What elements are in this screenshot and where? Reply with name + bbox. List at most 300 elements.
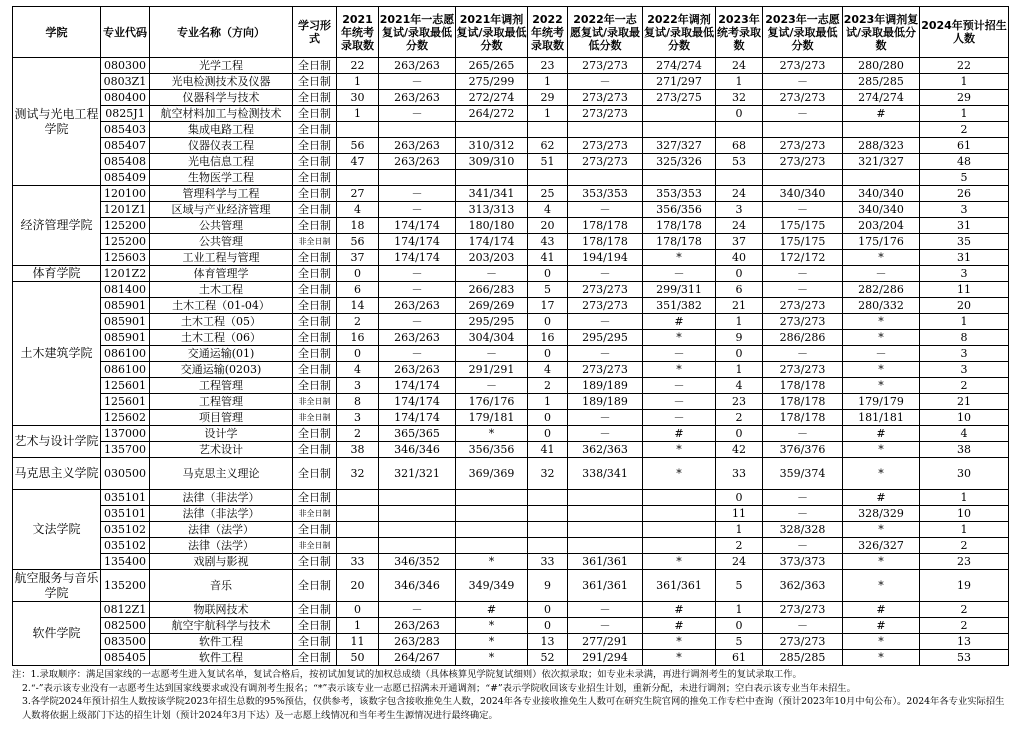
table-cell: 0 [337,346,379,362]
table-cell: 125602 [101,410,150,426]
table-cell: － [379,266,456,282]
table-cell [528,506,568,522]
column-header: 2024年预计招生人数 [920,7,1009,58]
table-cell: 25 [528,186,568,202]
table-cell: － [379,314,456,330]
table-cell [456,170,528,186]
table-cell: 工程管理 [150,394,293,410]
table-cell: 戏剧与影视 [150,554,293,570]
table-cell: 203/204 [843,218,920,234]
table-cell: # [843,106,920,122]
table-cell: * [643,554,716,570]
table-cell: 273/273 [568,298,643,314]
table-cell [379,122,456,138]
table-cell [843,122,920,138]
table-cell: 21 [716,298,763,314]
college-cell: 测试与光电工程学院 [13,58,101,186]
table-cell: 273/273 [763,58,843,74]
table-row [13,170,1009,186]
table-cell [643,106,716,122]
column-header: 2022年调剂复试/录取最低分数 [643,7,716,58]
table-row [13,538,1009,554]
table-cell: 工业工程与管理 [150,250,293,266]
table-cell: 0 [716,426,763,442]
table-cell: 62 [528,138,568,154]
table-cell: 175/176 [843,234,920,250]
table-cell [337,522,379,538]
table-cell: 0 [528,266,568,282]
table-cell: 263/283 [379,634,456,650]
table-cell: 20 [528,218,568,234]
table-cell: 2 [716,538,763,554]
table-cell: 30 [920,458,1009,490]
table-cell: 8 [920,330,1009,346]
table-cell: － [763,426,843,442]
table-cell: 32 [528,458,568,490]
table-cell: 291/291 [456,362,528,378]
table-cell: 313/313 [456,202,528,218]
table-cell: 2 [337,314,379,330]
table-cell: # [456,602,528,618]
table-cell: 全日制 [293,282,337,298]
table-cell: 373/373 [763,554,843,570]
table-header-row [13,7,1009,58]
table-cell: 33 [528,554,568,570]
table-cell [568,122,643,138]
table-cell [337,490,379,506]
table-cell: 174/174 [379,410,456,426]
table-cell: 法律（法学） [150,538,293,554]
table-cell: － [379,202,456,218]
table-cell: 光学工程 [150,58,293,74]
table-row [13,602,1009,618]
table-cell: # [643,618,716,634]
table-cell: 全日制 [293,378,337,394]
college-cell: 土木建筑学院 [13,282,101,426]
table-cell: 086100 [101,346,150,362]
table-cell: * [843,522,920,538]
table-cell: 土木工程（01-04） [150,298,293,314]
table-cell: 0 [337,266,379,282]
table-cell: 353/353 [568,186,643,202]
table-cell: 081400 [101,282,150,298]
table-cell: 全日制 [293,170,337,186]
table-cell: 359/374 [763,458,843,490]
table-cell: 软件工程 [150,634,293,650]
table-cell [528,538,568,554]
table-cell: 非全日制 [293,234,337,250]
table-cell: 区域与产业经济管理 [150,202,293,218]
table-cell: 仪器科学与技术 [150,90,293,106]
table-cell: 50 [337,650,379,666]
table-cell: － [763,346,843,362]
table-cell: * [643,650,716,666]
table-cell: * [456,426,528,442]
table-cell: 310/312 [456,138,528,154]
table-cell: 24 [716,58,763,74]
table-cell: 172/172 [763,250,843,266]
table-body [13,58,1009,666]
table-cell: 24 [716,186,763,202]
table-cell: 0803Z1 [101,74,150,90]
table-row [13,570,1009,602]
table-cell: 0 [716,490,763,506]
table-cell: 321/321 [379,458,456,490]
table-cell: 125200 [101,218,150,234]
table-cell: 181/181 [843,410,920,426]
table-cell: 全日制 [293,122,337,138]
table-cell: 0 [528,426,568,442]
table-cell: 6 [337,282,379,298]
table-cell: 音乐 [150,570,293,602]
table-cell: 32 [337,458,379,490]
table-cell: 085403 [101,122,150,138]
table-cell: － [763,106,843,122]
table-cell: 277/291 [568,634,643,650]
table-cell: 41 [528,250,568,266]
table-cell: 集成电路工程 [150,122,293,138]
table-cell: # [843,426,920,442]
table-cell: 51 [528,154,568,170]
table-cell: 346/352 [379,554,456,570]
table-cell: 37 [716,234,763,250]
table-cell: 2 [920,378,1009,394]
table-cell: 085405 [101,650,150,666]
table-cell: － [379,74,456,90]
footnote-2: 2.“-”表示该专业没有一志愿考生达到国家线要求或没有调剂考生报名；“*”表示该专业一志愿已招满未开通调剂；“#”表示学院收回该专业招生计划，重新分配，未进行调剂；空白表示该专业当年未招生。 [22,682,856,694]
table-cell: 27 [337,186,379,202]
table-cell: 1 [716,74,763,90]
table-cell [379,538,456,554]
table-cell: 1 [528,74,568,90]
table-cell: 全日制 [293,74,337,90]
college-cell: 文法学院 [13,490,101,570]
table-row [13,490,1009,506]
table-cell: 271/297 [643,74,716,90]
table-cell: * [843,314,920,330]
table-cell: 263/263 [379,330,456,346]
table-row [13,554,1009,570]
table-cell: 273/273 [568,282,643,298]
table-cell: 体育管理学 [150,266,293,282]
table-cell: 273/273 [568,362,643,378]
admission-table-container [12,6,1008,722]
table-cell: 23 [920,554,1009,570]
table-cell: 24 [716,554,763,570]
table-cell: * [643,330,716,346]
table-row [13,330,1009,346]
table-cell [568,538,643,554]
table-cell: － [643,266,716,282]
table-cell: 航空宇航科学与技术 [150,618,293,634]
table-cell: 土木工程（06） [150,330,293,346]
table-cell: 285/285 [843,74,920,90]
table-cell: － [568,74,643,90]
table-cell [716,122,763,138]
table-cell: 56 [337,234,379,250]
table-cell: － [568,346,643,362]
table-cell [643,506,716,522]
table-cell: 68 [716,138,763,154]
table-row [13,154,1009,170]
table-cell: 8 [337,394,379,410]
table-cell: 11 [337,634,379,650]
table-cell: 273/273 [568,106,643,122]
table-cell: 全日制 [293,298,337,314]
table-cell: 0 [528,346,568,362]
table-cell: 全日制 [293,250,337,266]
table-cell: 030500 [101,458,150,490]
table-cell: 295/295 [456,314,528,330]
table-cell: 321/327 [843,154,920,170]
table-cell: # [843,490,920,506]
table-cell [456,122,528,138]
table-cell [568,506,643,522]
table-cell: 21 [920,394,1009,410]
table-cell: 4 [337,202,379,218]
table-cell: 31 [920,250,1009,266]
table-cell: 179/181 [456,410,528,426]
table-cell: 264/267 [379,650,456,666]
table-cell [843,170,920,186]
table-cell: 全日制 [293,650,337,666]
table-cell: 1 [528,106,568,122]
table-cell: 法律（非法学） [150,506,293,522]
college-cell: 马克思主义学院 [13,458,101,490]
college-cell: 航空服务与音乐学院 [14,570,99,600]
table-cell: 11 [920,282,1009,298]
table-cell: － [643,410,716,426]
table-cell: 273/275 [643,90,716,106]
college-cell: 经济管理学院 [13,186,101,266]
table-row [13,138,1009,154]
column-header: 2022年一志愿复试/录取最低分数 [568,7,643,58]
table-cell: 24 [716,218,763,234]
table-cell: 物联网技术 [150,602,293,618]
table-cell [379,490,456,506]
table-cell: 5 [716,570,763,602]
table-cell: 1 [716,362,763,378]
table-cell: 263/263 [379,58,456,74]
table-cell [763,170,843,186]
table-cell: * [843,458,920,490]
table-cell: 4 [528,362,568,378]
table-cell: 273/273 [763,298,843,314]
table-cell: * [843,634,920,650]
table-cell: － [456,346,528,362]
table-cell: 43 [528,234,568,250]
table-cell: － [568,314,643,330]
table-cell: 5 [528,282,568,298]
table-cell: 291/294 [568,650,643,666]
table-cell: 2 [920,538,1009,554]
table-cell [568,170,643,186]
table-cell: 135200 [101,570,150,602]
table-cell: 274/274 [643,58,716,74]
table-cell: 085901 [101,314,150,330]
table-cell: 48 [920,154,1009,170]
table-cell [456,538,528,554]
table-cell: 53 [716,154,763,170]
table-cell: 仪器仪表工程 [150,138,293,154]
table-cell: 295/295 [568,330,643,346]
college-cell: 体育学院 [13,266,101,282]
table-cell: 全日制 [293,522,337,538]
table-cell [528,490,568,506]
table-cell: － [456,378,528,394]
table-cell: 263/263 [379,90,456,106]
table-cell: 3 [920,362,1009,378]
table-cell: 26 [920,186,1009,202]
table-cell: 设计学 [150,426,293,442]
table-cell: 080300 [101,58,150,74]
table-cell: 125603 [101,250,150,266]
table-cell: 280/280 [843,58,920,74]
table-cell [528,522,568,538]
table-row [13,394,1009,410]
table-cell: 263/263 [379,362,456,378]
table-cell: 30 [337,90,379,106]
table-cell: 3 [337,410,379,426]
table-cell: － [456,266,528,282]
table-cell: 275/299 [456,74,528,90]
column-header: 2021年调剂复试/录取最低分数 [456,7,528,58]
table-cell: － [843,346,920,362]
table-cell: 137000 [101,426,150,442]
column-header: 2021年统考录取数 [337,7,379,58]
table-cell: 273/273 [763,602,843,618]
table-cell: 工程管理 [150,378,293,394]
table-cell: 全日制 [293,602,337,618]
table-cell: 35 [920,234,1009,250]
table-cell: 2 [337,426,379,442]
table-cell: 178/178 [763,410,843,426]
table-cell: － [763,506,843,522]
table-cell: 189/189 [568,394,643,410]
table-cell: * [843,570,920,602]
table-cell: 361/361 [568,554,643,570]
table-cell: 174/174 [379,234,456,250]
table-cell: － [379,186,456,202]
table-cell: 1 [528,394,568,410]
table-cell: 41 [528,442,568,458]
table-cell: * [643,442,716,458]
table-cell [337,122,379,138]
table-cell: － [763,538,843,554]
table-cell: 265/265 [456,58,528,74]
table-row [13,362,1009,378]
table-cell: 19 [920,570,1009,602]
table-cell: 286/286 [763,330,843,346]
table-cell: 40 [716,250,763,266]
table-row [13,234,1009,250]
table-cell: 080400 [101,90,150,106]
table-row [13,202,1009,218]
table-cell: 3 [920,266,1009,282]
table-cell: 软件工程 [150,650,293,666]
table-cell: 1 [920,522,1009,538]
table-cell: 269/269 [456,298,528,314]
table-cell: 18 [337,218,379,234]
table-cell: 369/369 [456,458,528,490]
table-row [13,298,1009,314]
table-cell: － [568,426,643,442]
table-cell: 0 [528,410,568,426]
table-cell: 全日制 [293,346,337,362]
table-cell: － [643,378,716,394]
table-cell: 法律（非法学） [150,490,293,506]
table-cell: － [379,106,456,122]
table-cell [456,490,528,506]
table-cell: 3 [716,202,763,218]
table-cell: 273/273 [763,634,843,650]
table-row [13,458,1009,490]
table-cell: 20 [920,298,1009,314]
table-cell: 马克思主义理论 [150,458,293,490]
table-cell: － [379,602,456,618]
table-cell: 61 [920,138,1009,154]
table-row [13,186,1009,202]
table-cell: 362/363 [568,442,643,458]
table-cell: 32 [716,90,763,106]
table-cell: 174/174 [379,250,456,266]
column-header: 2022年统考录取数 [528,7,568,58]
table-cell: 1 [716,522,763,538]
table-cell: 13 [528,634,568,650]
table-cell: 1 [337,74,379,90]
table-cell [643,522,716,538]
table-row [13,634,1009,650]
table-cell: 公共管理 [150,218,293,234]
table-row [13,218,1009,234]
table-cell: 23 [716,394,763,410]
table-cell: 266/283 [456,282,528,298]
table-cell: 263/263 [379,154,456,170]
table-cell: # [843,602,920,618]
table-cell: － [379,282,456,298]
table-cell: 33 [337,554,379,570]
table-cell: 非全日制 [293,410,337,426]
table-cell: 29 [528,90,568,106]
table-cell: 23 [528,58,568,74]
table-cell: 361/361 [643,570,716,602]
table-cell: 085901 [101,330,150,346]
table-cell: 公共管理 [150,234,293,250]
table-cell: 52 [528,650,568,666]
table-cell: 全日制 [293,330,337,346]
table-cell: 项目管理 [150,410,293,426]
table-cell: 全日制 [293,90,337,106]
table-cell: 362/363 [763,570,843,602]
table-cell: * [843,362,920,378]
table-cell: * [643,362,716,378]
table-cell: 4 [716,378,763,394]
table-cell: 22 [337,58,379,74]
table-cell: 1 [716,602,763,618]
table-cell [643,122,716,138]
table-cell: 328/328 [763,522,843,538]
table-cell: 263/263 [379,298,456,314]
table-cell: 全日制 [293,186,337,202]
table-cell: * [456,618,528,634]
table-cell: * [843,650,920,666]
table-cell: 376/376 [763,442,843,458]
table-cell: 6 [716,282,763,298]
column-header: 专业代码 [101,7,150,58]
table-cell: 1 [920,314,1009,330]
table-cell: － [379,346,456,362]
table-cell: 土木工程（05） [150,314,293,330]
